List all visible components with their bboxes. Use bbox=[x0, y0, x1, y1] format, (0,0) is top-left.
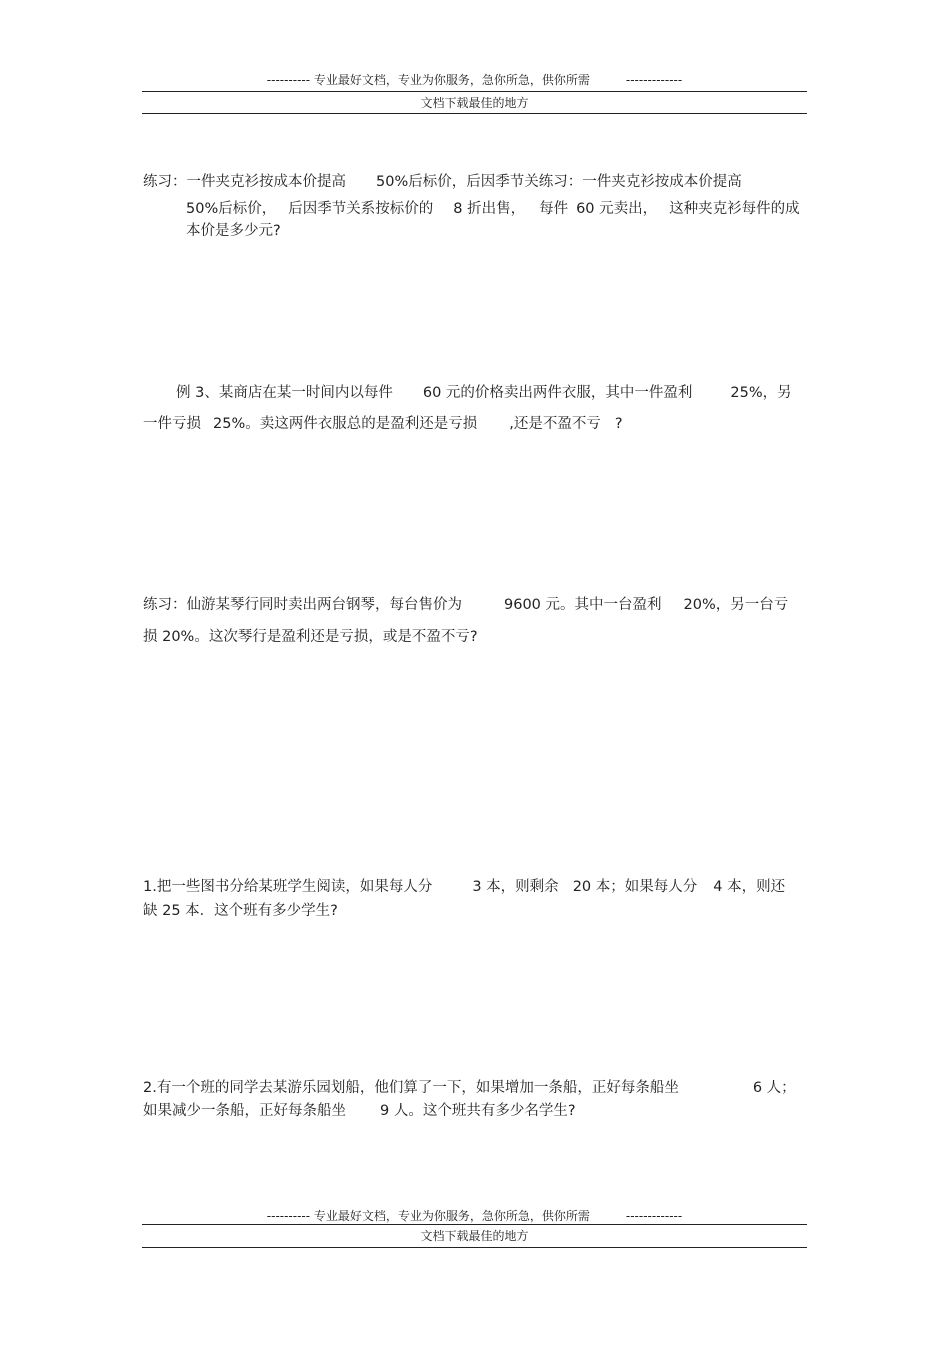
exercise-1-line-3: 本价是多少元? bbox=[186, 223, 281, 239]
problem-2-line-1: 2.有一个班的同学去某游乐园划船，他们算了一下，如果增加一条船，正好每条船坐 6 人； bbox=[143, 1080, 796, 1096]
exercise-piano-line-1: 练习：仙游某琴行同时卖出两台钢琴，每台售价为 9600 元。其中一台盈利 20%，另一台亏 bbox=[143, 597, 789, 613]
footer-rule-bottom bbox=[142, 1247, 807, 1248]
header-subtitle: 文档下载最佳的地方 bbox=[420, 96, 529, 110]
exercise-piano-line-2: 损 20%。这次琴行是盈利还是亏损，或是不盈不亏? bbox=[143, 629, 478, 645]
problem-1-line-2: 缺 25 本．这个班有多少学生? bbox=[143, 903, 338, 919]
header-tagline: ---------- 专业最好文档，专业为你服务，急你所急，供你所需 ------------- bbox=[266, 73, 683, 87]
example-3-line-1: 例 3、某商店在某一时间内以每件 60 元的价格卖出两件衣服，其中一件盈利 25%，另 bbox=[176, 385, 792, 401]
footer-rule-top bbox=[142, 1224, 807, 1225]
header-rule-bottom bbox=[142, 113, 807, 114]
problem-2-line-2: 如果减少一条船，正好每条船坐 9 人。这个班共有多少名学生? bbox=[143, 1103, 576, 1119]
exercise-1-line-1: 练习：一件夹克衫按成本价提高 50%后标价，后因季节关练习：一件夹克衫按成本价提高 bbox=[143, 174, 742, 190]
exercise-1-line-2: 50%后标价， 后因季节关系按标价的 8 折出售， 每件 60 元卖出， 这种夹克衫每件的成 bbox=[186, 201, 800, 217]
problem-1-line-1: 1.把一些图书分给某班学生阅读，如果每人分 3 本，则剩余 20 本；如果每人分 4 本，则还 bbox=[143, 879, 786, 895]
footer-tagline: ---------- 专业最好文档，专业为你服务，急你所急，供你所需 ------------- bbox=[266, 1209, 683, 1223]
example-3-line-2: 一件亏损 25%。卖这两件衣服总的是盈利还是亏损 ,还是不盈不亏 ? bbox=[143, 416, 623, 432]
footer-subtitle: 文档下载最佳的地方 bbox=[420, 1229, 529, 1243]
header-rule-top bbox=[142, 91, 807, 92]
